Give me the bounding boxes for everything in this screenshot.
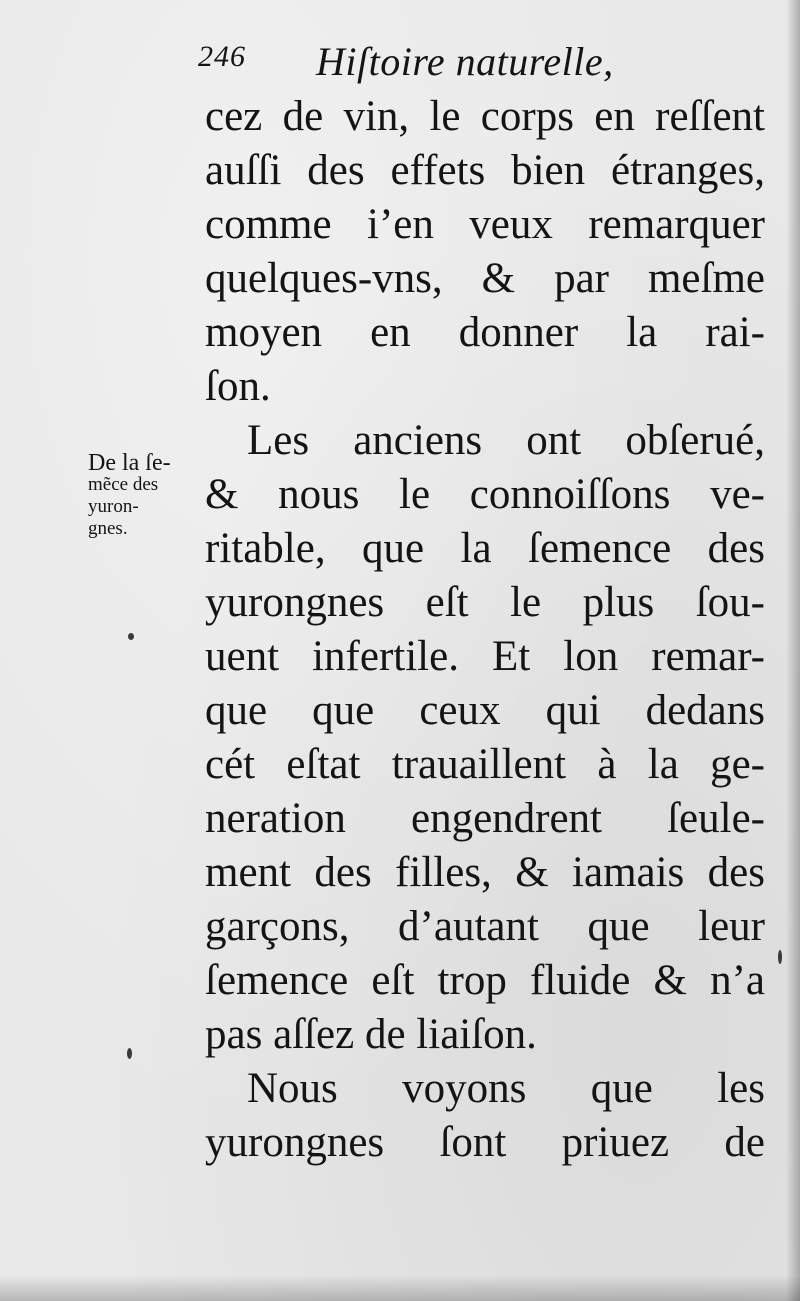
text-line: que que ceux qui dedans (205, 687, 765, 734)
ink-speck (128, 633, 134, 640)
text-line: ritable, que la ſemence des (205, 525, 765, 572)
text-line: cét eſtat trauaillent à la ge- (205, 741, 765, 788)
text-line: & nous le connoiſſons ve- (205, 471, 765, 518)
page-header (198, 38, 678, 88)
text-line: yurongnes eſt le plus ſou- (205, 579, 765, 626)
page-number: 246 (198, 40, 246, 73)
text-line: yurongnes ſont priuez de (205, 1119, 765, 1166)
text-line: ſemence eſt trop fluide & n’a (205, 957, 765, 1004)
text-line: moyen en donner la rai- (205, 309, 765, 356)
running-head: Hiſtoire naturelle, (316, 39, 614, 84)
text-line: auſſi des effets bien étranges, (205, 147, 765, 194)
text-line: ment des filles, & iamais des (205, 849, 765, 896)
ink-speck (778, 950, 782, 964)
text-line: neration engendrent ſeule- (205, 795, 765, 842)
ink-speck (127, 1048, 132, 1059)
body-text (205, 90, 765, 1170)
marginal-note-line: yuron- (88, 496, 139, 517)
marginal-note (88, 452, 206, 540)
marginal-note-line: mẽce des (88, 474, 159, 495)
text-line: cez de vin, le corps en reſſent (205, 93, 765, 140)
text-line: ſon. (205, 363, 271, 410)
marginal-note-line: De la ſe- (88, 450, 171, 476)
page-edge-shadow (786, 0, 800, 1301)
text-line: quelques-vns, & par meſme (205, 255, 765, 302)
text-line: comme i’en veux remarquer (205, 201, 765, 248)
paragraph-first-line: Les anciens ont obſerué, (247, 417, 765, 464)
paragraph-first-line: Nous voyons que les (247, 1065, 765, 1112)
text-line: garçons, d’autant que leur (205, 903, 765, 950)
page-bottom-shadow (0, 1275, 800, 1301)
marginal-note-line: gnes. (88, 518, 128, 539)
text-line: pas aſſez de liaiſon. (205, 1011, 537, 1058)
text-line: uent infertile. Et lon remar- (205, 633, 765, 680)
